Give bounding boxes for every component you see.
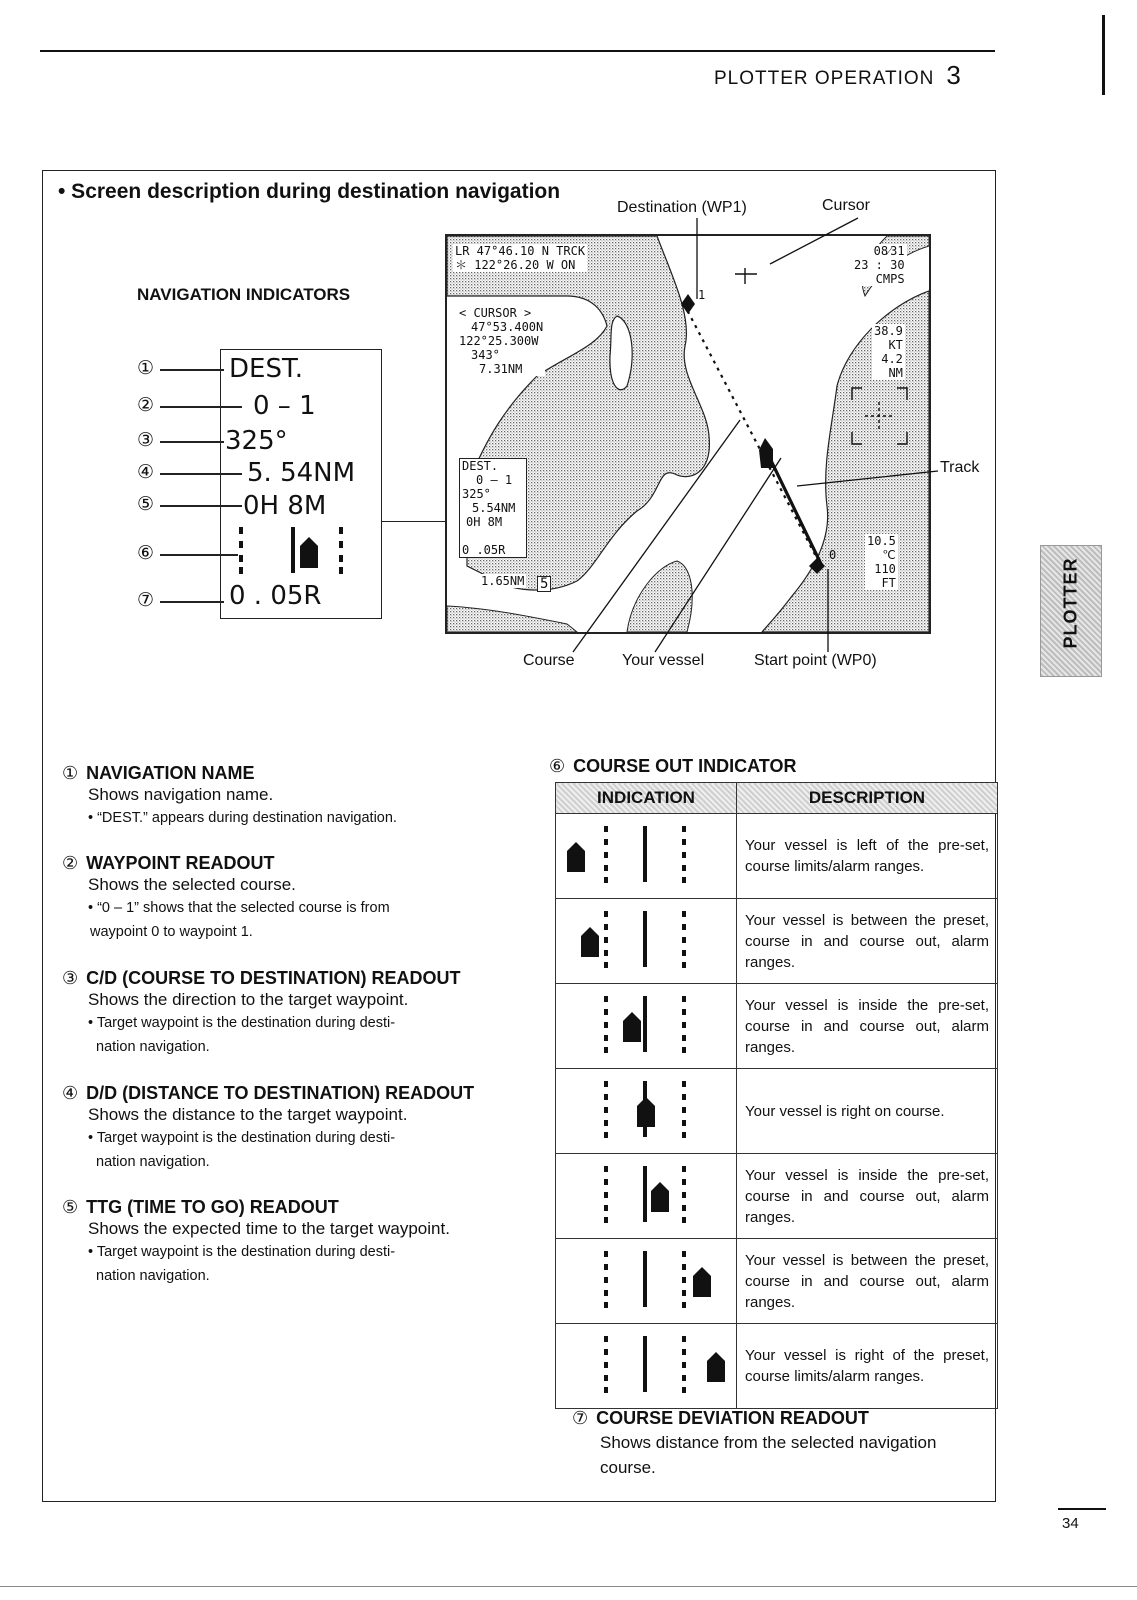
indication-cell xyxy=(556,899,737,984)
screen-temp-depth: 10.5 ℃ 110 FT xyxy=(867,534,896,590)
item-title: TTG (TIME TO GO) READOUT xyxy=(86,1197,339,1217)
marker-1: ① xyxy=(137,358,155,379)
marker-3: ③ xyxy=(137,430,155,451)
indication-cell xyxy=(556,1324,737,1409)
navigation-indicators-title: NAVIGATION INDICATORS xyxy=(137,285,351,304)
course-out-indicator-icon xyxy=(556,814,736,893)
indication-cell xyxy=(556,1069,737,1154)
screen-date-time: 08⁄31 23 : 30 CMPS xyxy=(854,244,905,286)
callout-course: Course xyxy=(523,652,575,669)
indication-cell xyxy=(556,1239,737,1324)
item-title: WAYPOINT READOUT xyxy=(86,853,275,873)
page-number: 34 xyxy=(1062,1515,1079,1532)
description-cell: Your vessel is inside the pre-set, course in and course out, alarm ranges. xyxy=(737,984,998,1069)
plotter-side-tab: PLOTTER xyxy=(1040,545,1102,677)
col-indication: INDICATION xyxy=(556,783,737,814)
nav-line-course: 325° xyxy=(225,426,288,456)
course-out-heading: ⑥ COURSE OUT INDICATOR xyxy=(549,756,797,776)
course-out-row xyxy=(556,1324,998,1409)
screen-mini-nav-panel: DEST. 0 – 1 325° 5.54NM 0H 8M 0 .05R xyxy=(459,458,527,558)
indication-cell xyxy=(556,814,737,899)
item-course-deviation: ⑦ COURSE DEVIATION READOUT Shows distance from the selected navigation course. xyxy=(572,1408,937,1477)
callout-track: Track xyxy=(940,459,980,476)
nav-line-waypoint: 0 – 1 xyxy=(253,391,316,421)
marker-7: ⑦ xyxy=(137,590,155,611)
course-out-table xyxy=(555,782,998,1409)
course-out-indicator-icon xyxy=(556,1069,736,1148)
screen-cursor-readout: < CURSOR > 47°53.400N 122°25.300W 343° 7.31NM xyxy=(459,306,544,376)
callout-start-point: Start point (WP0) xyxy=(754,652,877,669)
vessel-marker-icon xyxy=(637,1097,655,1127)
description-cell: Your vessel is left of the pre-set, course limits/alarm ranges. xyxy=(737,814,998,899)
vessel-marker-icon xyxy=(623,1012,641,1042)
indication-cell xyxy=(556,984,737,1069)
course-out-row xyxy=(556,1154,998,1239)
vessel-marker-icon xyxy=(581,927,599,957)
description-cell: Your vessel is right on course. xyxy=(737,1069,998,1154)
callout-your-vessel: Your vessel xyxy=(622,652,705,669)
callout-destination: Destination (WP1) xyxy=(617,199,747,216)
vessel-marker-icon xyxy=(693,1267,711,1297)
item-course-to-destination: ③ C/D (COURSE TO DESTINATION) READOUT Shows the direction to the target waypoint. • Target waypoint is the destination during desti- nation navigation. xyxy=(62,968,461,1055)
course-out-row xyxy=(556,1069,998,1154)
screen-readout-position: LR 47°46.10 N TRCK ＊ 122°26.20 W ON xyxy=(455,244,586,272)
item-waypoint-readout: ② WAYPOINT READOUT Shows the selected course. • “0 – 1” shows that the selected course is from waypoint 0 to waypoint 1. xyxy=(62,853,390,940)
nav-line-distance: 5. 54NM xyxy=(247,458,356,488)
description-cell: Your vessel is right of the preset, course limits/alarm ranges. xyxy=(737,1324,998,1409)
course-out-row xyxy=(556,1239,998,1324)
item-time-to-go: ⑤ TTG (TIME TO GO) READOUT Shows the expected time to the target waypoint. • Target waypoint is the destination during desti- nation navigation. xyxy=(62,1197,450,1284)
marker-2: ② xyxy=(137,395,155,416)
item-navigation-name: ① NAVIGATION NAME Shows navigation name. • “DEST.” appears during destination navigation. xyxy=(62,763,397,826)
screen-scale-box: 5 xyxy=(537,576,551,592)
main-title: • Screen description during destination navigation xyxy=(58,180,561,203)
indication-cell xyxy=(556,1154,737,1239)
nav-line-ttg: 0H 8M xyxy=(243,491,327,521)
item-title: C/D (COURSE TO DESTINATION) READOUT xyxy=(86,968,461,988)
screen-speed-distance: 38.9 KT 4.2 NM xyxy=(874,324,903,380)
vessel-marker-icon xyxy=(651,1182,669,1212)
footer-rule xyxy=(0,1586,1137,1587)
description-cell: Your vessel is between the preset, course in and course out, alarm ranges. xyxy=(737,899,998,984)
course-out-indicator-icon xyxy=(556,899,736,978)
course-out-row xyxy=(556,814,998,899)
course-out-row xyxy=(556,899,998,984)
screen-wp0-label: 0 xyxy=(829,548,837,562)
course-out-indicator-icon xyxy=(556,984,736,1063)
page-number-rule xyxy=(1058,1508,1106,1510)
marker-4: ④ xyxy=(137,462,155,483)
callout-leaders xyxy=(0,0,1137,700)
description-cell: Your vessel is between the preset, course in and course out, alarm ranges. xyxy=(737,1239,998,1324)
course-out-indicator-icon xyxy=(556,1239,736,1318)
screen-scale: 1.65NM xyxy=(481,574,525,588)
nav-line-deviation: 0 . 05R xyxy=(229,581,322,611)
nav-line-dest: DEST. xyxy=(229,354,304,384)
item-title: D/D (DISTANCE TO DESTINATION) READOUT xyxy=(86,1083,475,1103)
course-out-indicator-icon xyxy=(556,1154,736,1233)
callout-cursor: Cursor xyxy=(822,197,871,214)
item-title: NAVIGATION NAME xyxy=(86,763,255,783)
marker-5: ⑤ xyxy=(137,494,155,515)
section-title: PLOTTER OPERATION xyxy=(714,68,935,89)
course-out-indicator-icon xyxy=(556,1324,736,1403)
course-out-row xyxy=(556,984,998,1069)
vessel-marker-icon xyxy=(707,1352,725,1382)
description-cell: Your vessel is inside the pre-set, course in and course out, alarm ranges. xyxy=(737,1154,998,1239)
chapter-number: 3 xyxy=(946,60,962,90)
screen-wp1-label: 1 xyxy=(698,288,706,302)
col-description: DESCRIPTION xyxy=(737,783,998,814)
item-distance-to-destination: ④ D/D (DISTANCE TO DESTINATION) READOUT Shows the distance to the target waypoint. • Target waypoint is the destination during desti- nation navigation. xyxy=(62,1083,475,1170)
vessel-marker-icon xyxy=(567,842,585,872)
marker-6: ⑥ xyxy=(137,543,155,564)
